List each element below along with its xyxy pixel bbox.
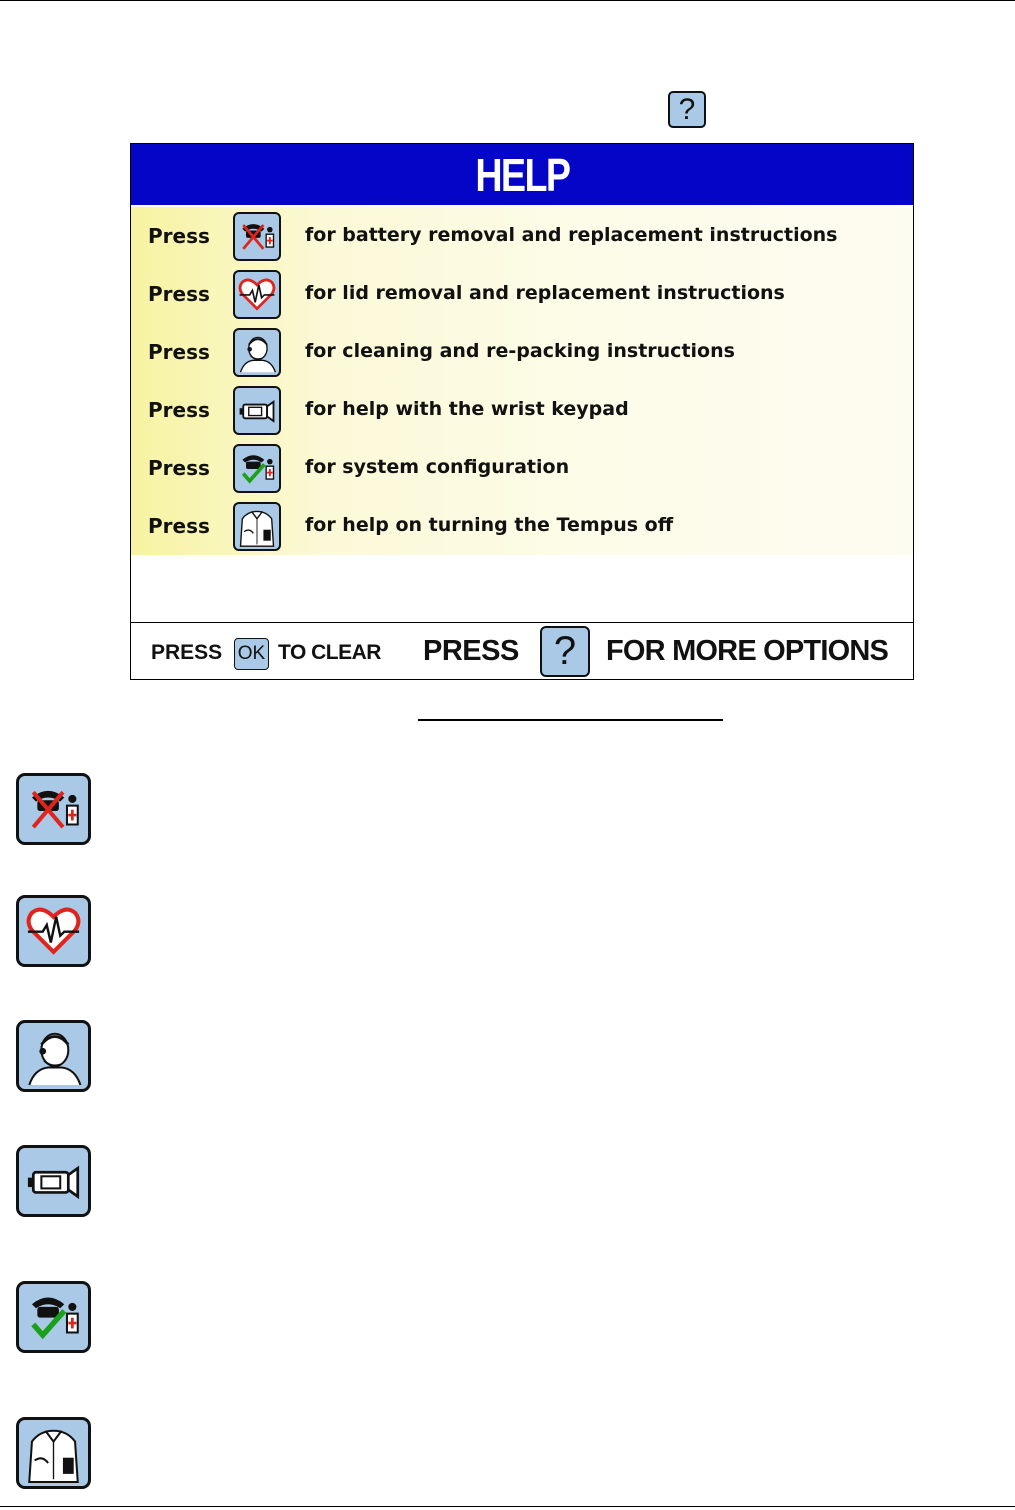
press-label: Press bbox=[148, 456, 210, 480]
headset-operator-icon[interactable] bbox=[233, 328, 281, 377]
footer-press-big: PRESS bbox=[423, 635, 519, 667]
question-mark-icon: ? bbox=[678, 92, 696, 126]
help-row-text: for battery removal and replacement instructions bbox=[305, 224, 838, 246]
phone-check-person-icon bbox=[16, 1281, 91, 1353]
section-underline bbox=[418, 719, 723, 721]
headset-operator-icon bbox=[16, 1020, 91, 1092]
help-row-text: for cleaning and re-packing instructions bbox=[305, 340, 735, 362]
help-row-battery bbox=[131, 207, 913, 265]
video-camera-icon[interactable] bbox=[233, 386, 281, 435]
footer-press-small: PRESS bbox=[151, 641, 223, 664]
patient-cuff-icon bbox=[16, 1417, 91, 1489]
top-rule bbox=[0, 0, 1015, 1]
phone-crossed-person-icon bbox=[16, 773, 91, 845]
patient-cuff-icon[interactable] bbox=[233, 502, 281, 551]
heart-ecg-icon[interactable] bbox=[233, 270, 281, 319]
press-label: Press bbox=[148, 282, 210, 306]
help-question-key[interactable] bbox=[668, 91, 706, 128]
help-row-text: for help with the wrist keypad bbox=[305, 398, 629, 420]
video-camera-icon bbox=[16, 1145, 91, 1217]
footer-to-clear: TO CLEAR bbox=[278, 641, 381, 664]
phone-check-person-icon[interactable] bbox=[233, 444, 281, 493]
ok-key[interactable] bbox=[234, 638, 269, 670]
bottom-rule bbox=[0, 1506, 1015, 1507]
help-row-lid bbox=[131, 265, 913, 323]
help-row-cleaning bbox=[131, 323, 913, 381]
help-row-keypad bbox=[131, 381, 913, 439]
screen-title: HELP bbox=[474, 148, 570, 201]
help-row-text: for system configuration bbox=[305, 456, 570, 478]
help-screen bbox=[130, 143, 914, 680]
help-row-off bbox=[131, 497, 913, 555]
footer-more-options: FOR MORE OPTIONS bbox=[606, 635, 889, 667]
help-row-text: for lid removal and replacement instructions bbox=[305, 282, 785, 304]
heart-ecg-icon bbox=[16, 895, 91, 967]
ok-key-label: OK bbox=[237, 643, 266, 664]
press-label: Press bbox=[148, 340, 210, 364]
screen-header bbox=[131, 144, 913, 205]
help-row-text: for help on turning the Tempus off bbox=[305, 514, 674, 536]
question-mark-icon: ? bbox=[553, 629, 577, 673]
press-label: Press bbox=[148, 398, 210, 422]
phone-crossed-person-icon[interactable] bbox=[233, 212, 281, 261]
more-options-key[interactable] bbox=[540, 626, 590, 677]
press-label: Press bbox=[148, 224, 210, 248]
footer-divider bbox=[131, 622, 913, 623]
help-row-config bbox=[131, 439, 913, 497]
press-label: Press bbox=[148, 514, 210, 538]
